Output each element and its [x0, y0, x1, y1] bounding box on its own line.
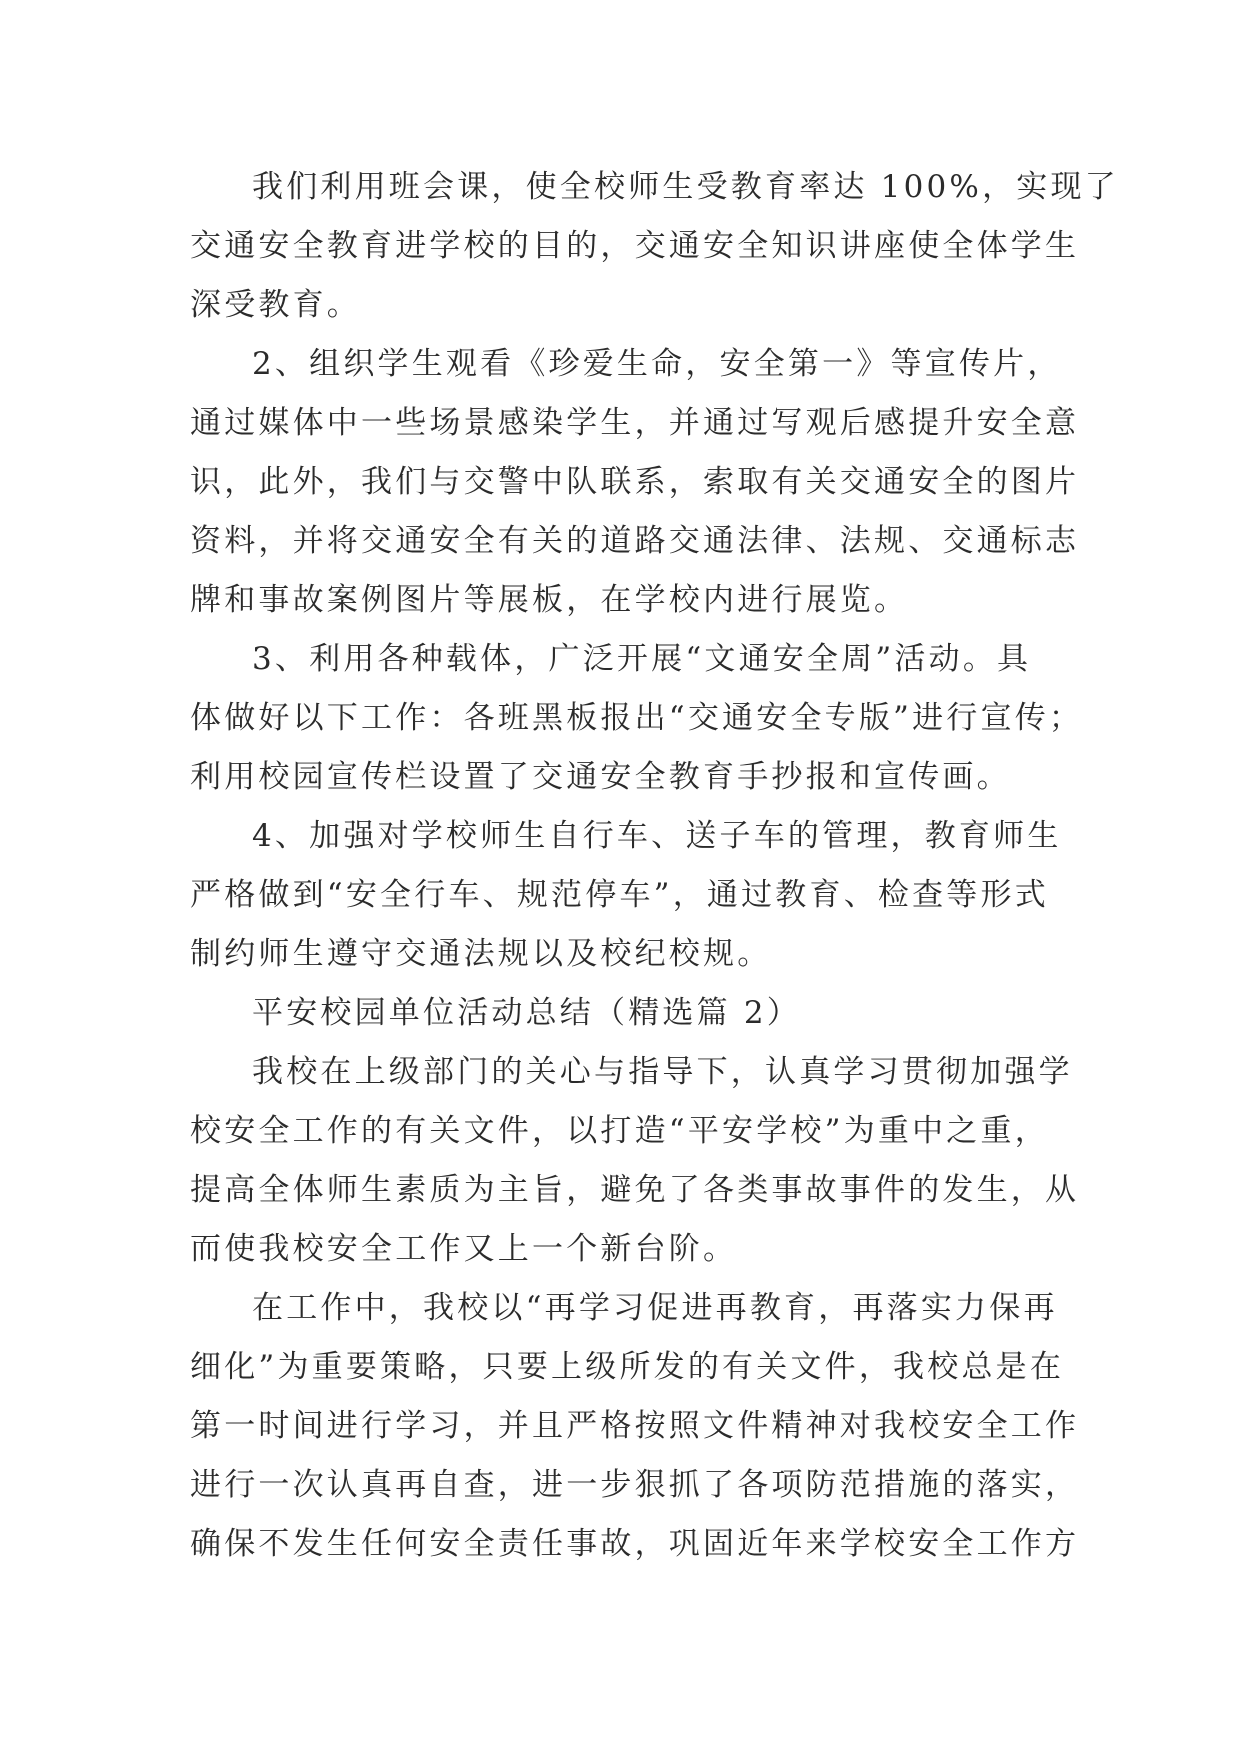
paragraph-2: [190, 335, 1080, 630]
text-line: 利用校园宣传栏设置了交通安全教育手抄报和宣传画。: [190, 759, 1011, 795]
text-line: 体做好以下工作：各班黑板报出“交通安全专版”进行宣传；: [190, 700, 1084, 736]
paragraph-5: [190, 1043, 1080, 1279]
text-line: 牌和事故案例图片等展板，在学校内进行展览。: [190, 582, 909, 618]
text-line: 2、组织学生观看《珍爱生命，安全第一》等宣传片，: [252, 346, 1062, 382]
text-line: 进行一次认真再自查，进一步狠抓了各项防范措施的落实，: [190, 1467, 1080, 1503]
text-line: 确保不发生任何安全责任事故，巩固近年来学校安全工作方: [190, 1526, 1080, 1562]
text-line: 严格做到“安全行车、规范停车”，通过教育、检查等形式: [190, 877, 1049, 913]
text-line: 识，此外，我们与交警中队联系，索取有关交通安全的图片: [190, 464, 1080, 500]
section-heading: [190, 984, 1050, 1043]
heading-line: 平安校园单位活动总结（精选篇 2）: [252, 995, 801, 1031]
text-line: 而使我校安全工作又上一个新台阶。: [190, 1231, 738, 1267]
text-line: 资料，并将交通安全有关的道路交通法律、法规、交通标志: [190, 523, 1080, 559]
text-line: 深受教育。: [190, 287, 361, 323]
paragraph-4: [190, 807, 1062, 984]
paragraph-6: [190, 1279, 1080, 1574]
text-line: 细化”为重要策略，只要上级所发的有关文件，我校总是在: [190, 1349, 1065, 1385]
paragraph-1: [190, 158, 1119, 335]
text-line: 提高全体师生素质为主旨，避免了各类事故事件的发生，从: [190, 1172, 1080, 1208]
text-line: 校安全工作的有关文件，以打造“平安学校”为重中之重，: [190, 1113, 1049, 1149]
text-line: 我们利用班会课，使全校师生受教育率达 100%，实现了: [252, 169, 1119, 205]
text-line: 制约师生遵守交通法规以及校纪校规。: [190, 936, 772, 972]
text-line: 在工作中，我校以“再学习促进再教育，再落实力保再: [252, 1290, 1058, 1326]
text-line: 交通安全教育进学校的目的，交通安全知识讲座使全体学生: [190, 228, 1080, 264]
paragraph-3: [190, 630, 1084, 807]
text-line: 通过媒体中一些场景感染学生，并通过写观后感提升安全意: [190, 405, 1080, 441]
text-line: 第一时间进行学习，并且严格按照文件精神对我校安全工作: [190, 1408, 1080, 1444]
text-line: 3、利用各种载体，广泛开展“文通安全周”活动。具: [252, 641, 1032, 677]
text-line: 我校在上级部门的关心与指导下，认真学习贯彻加强学: [252, 1054, 1073, 1090]
text-line: 4、加强对学校师生自行车、送子车的管理，教育师生: [252, 818, 1062, 854]
document-body: [190, 158, 1119, 1574]
